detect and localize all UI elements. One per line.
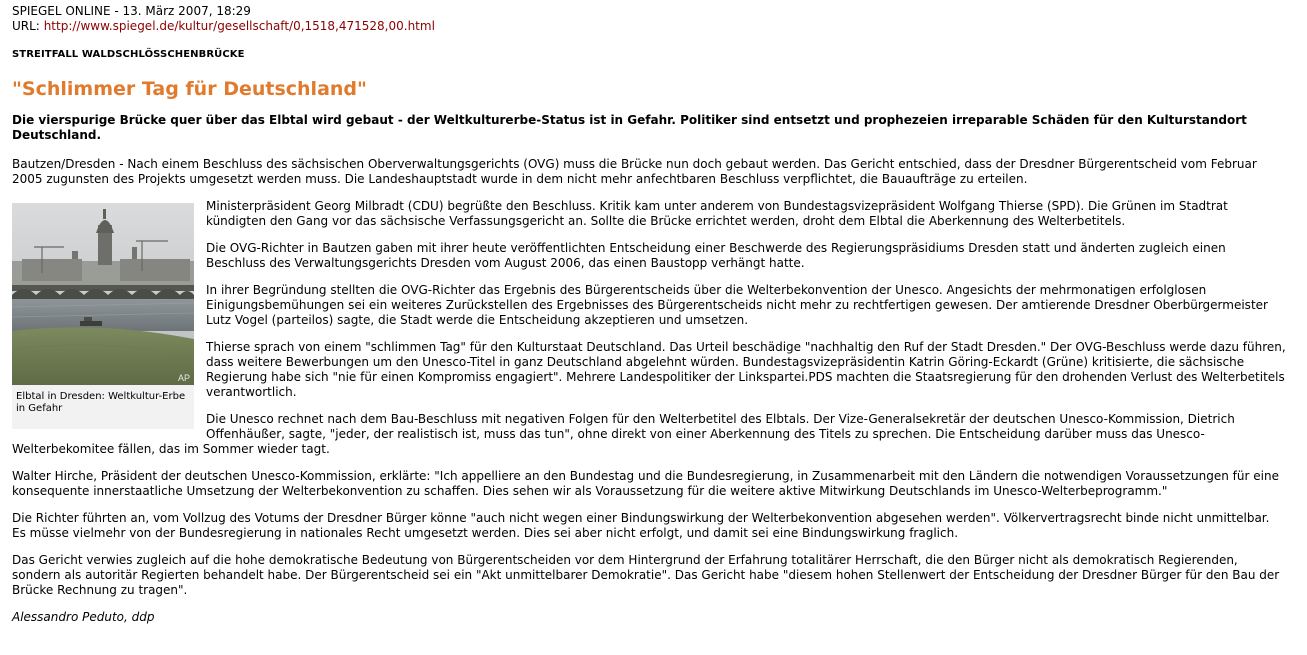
source-meta (12, 4, 1287, 34)
body-paragraph-3: In ihrer Begründung stellten die OVG-Richter das Ergebnis des Bürgerentscheids über die Welterbekonvention der Unesco. Angesichts der mehrmonatigen erfolglosen Einigungsbemühungen sei ein weiteres Zurückstellen des Ergebnisses des Bürgerentscheids nicht mehr zu rechtfertigen gewesen. Der amtierende Dresdner Oberbürgermeister Lutz Vogel (parteilos) sagte, die Stadt werde die Entscheidung akzeptieren und umsetzen. (206, 283, 1268, 327)
body-paragraph-4: Thierse sprach von einem "schlimmen Tag" für den Kulturstaat Deutschland. Das Urteil beschädige "nachhaltig den Ruf der Stadt Dresden." Der OVG-Beschluss werde dazu führen, dass weitere Bewerbungen um den Unesco-Titel in ganz Deutschland abgelehnt würden. Bundestagsvizepräsidentin Katrin Göring-Eckardt (Grüne) kritisierte, die sächsische Regierung habe sich "nie für einen Kompromiss engagiert". Mehrere Landespolitiker der Linkspartei.PDS machten die Staatsregierung für den drohenden Verlust des Welterbetitels verantwortlich. (206, 340, 1286, 399)
source-line: SPIEGEL ONLINE - 13. März 2007, 18:29 (12, 4, 251, 18)
url-label: URL: (12, 19, 40, 33)
body-paragraph-6: Walter Hirche, Präsident der deutschen Unesco-Kommission, erklärte: "Ich appelliere an den Bundestag und die Bundesregierung, in Zusammenarbeit mit den Ländern die notwendigen Voraussetzungen für eine konsequente innerstaatliche Umsetzung der Welterbekonvention zu schaffen. Dies sehen wir als Voraussetzung für die weitere aktive Mitwirkung Deutschlands im Unesco-Welterbeprogramm." (12, 469, 1279, 498)
photo-credit: AP (177, 373, 190, 383)
body-paragraph-7: Die Richter führten an, vom Vollzug des Votums der Dresdner Bürger könne "auch nicht wegen einer Bindungswirkung der Welterbekonvention abgesehen werden". Völkervertragsrecht binde nicht unmittelbar. Es müsse vielmehr von der Bundesregierung in nationales Recht umgesetzt werden. Dies sei aber nicht erfolgt, und damit sei eine Bindungswirkung fraglich. (12, 511, 1270, 540)
intro-text: Die vierspurige Brücke quer über das Elbtal wird gebaut - der Weltkulturerbe-Status ist in Gefahr. Politiker sind entsetzt und prophezeien irreparable Schäden für den Kulturstandort Deutschland. (12, 113, 1247, 142)
photo-caption: Elbtal in Dresden: Weltkultur-Erbe in Gefahr (16, 391, 186, 414)
body-paragraph-5: Die Unesco rechnet nach dem Bau-Beschluss mit negativen Folgen für den Welterbetitel des Elbtals. Der Vize-Generalsekretär der deutschen Unesco-Kommission, Dietrich Offenhäußer, sagte, "jeder, der realistisch ist, muss das tun", ohne direkt von einer Aberkennung des Titels zu sprechen. Die Entscheidung darüber muss das Unesco-Welterbekomitee fällen, das im Sommer wieder tagt. (12, 412, 1235, 456)
article-url-link[interactable]: http://www.spiegel.de/kultur/gesellschaft/0,1518,471528,00.html (43, 19, 435, 33)
article-body (12, 199, 1287, 598)
kicker: STREITFALL WALDSCHLÖSSCHENBRÜCKE (12, 49, 245, 60)
author-byline: Alessandro Peduto, ddp (12, 610, 155, 624)
photo-box (12, 203, 194, 429)
body-paragraph-2: Die OVG-Richter in Bautzen gaben mit ihrer heute veröffentlichten Entscheidung einer Beschwerde des Regierungspräsidiums Dresden statt und änderten zugleich einen Beschluss des Verwaltungsgerichts Dresden vom August 2006, das einen Baustopp verhängt hatte. (206, 241, 1226, 270)
body-paragraph-8: Das Gericht verwies zugleich auf die hohe demokratische Bedeutung von Bürgerentscheiden vor dem Hintergrund der Erfahrung totalitärer Herrschaft, die den Bürger nicht als demokratisch Regierenden, sondern als autoritär Regierten behandelt habe. Der Bürgerentscheid sei ein "Akt unmittelbarer Demokratie". Das Gericht habe "diesem hohen Stellenwert der Entscheidung der Dresdner Bürger für den Bau der Brücke Rechnung zu tragen". (12, 553, 1280, 597)
headline: "Schlimmer Tag für Deutschland" (12, 78, 367, 100)
body-paragraph-1: Ministerpräsident Georg Milbradt (CDU) begrüßte den Beschluss. Kritik kam unter anderem von Bundestagsvizepräsident Wolfgang Thierse (SPD). Die Grünen im Stadtrat kündigten den Gang vor das sächsische Verfassungsgericht an. Sollte die Brücke errichtet werden, droht dem Elbtal die Aberkennung des Welterbetitels. (206, 199, 1228, 228)
lead-paragraph: Bautzen/Dresden - Nach einem Beschluss des sächsischen Oberverwaltungsgerichts (OVG) muss die Brücke nun doch gebaut werden. Das Gericht entschied, dass der Dresdner Bürgerentscheid vom Februar 2005 zugunsten des Projekts umgesetzt werden muss. Die Landeshauptstadt wurde in dem nicht mehr anfechtbaren Beschluss verpflichtet, die Bauaufträge zu erteilen. (12, 157, 1257, 186)
url-line (12, 19, 1287, 34)
dresden-elbe-photo (12, 203, 194, 385)
